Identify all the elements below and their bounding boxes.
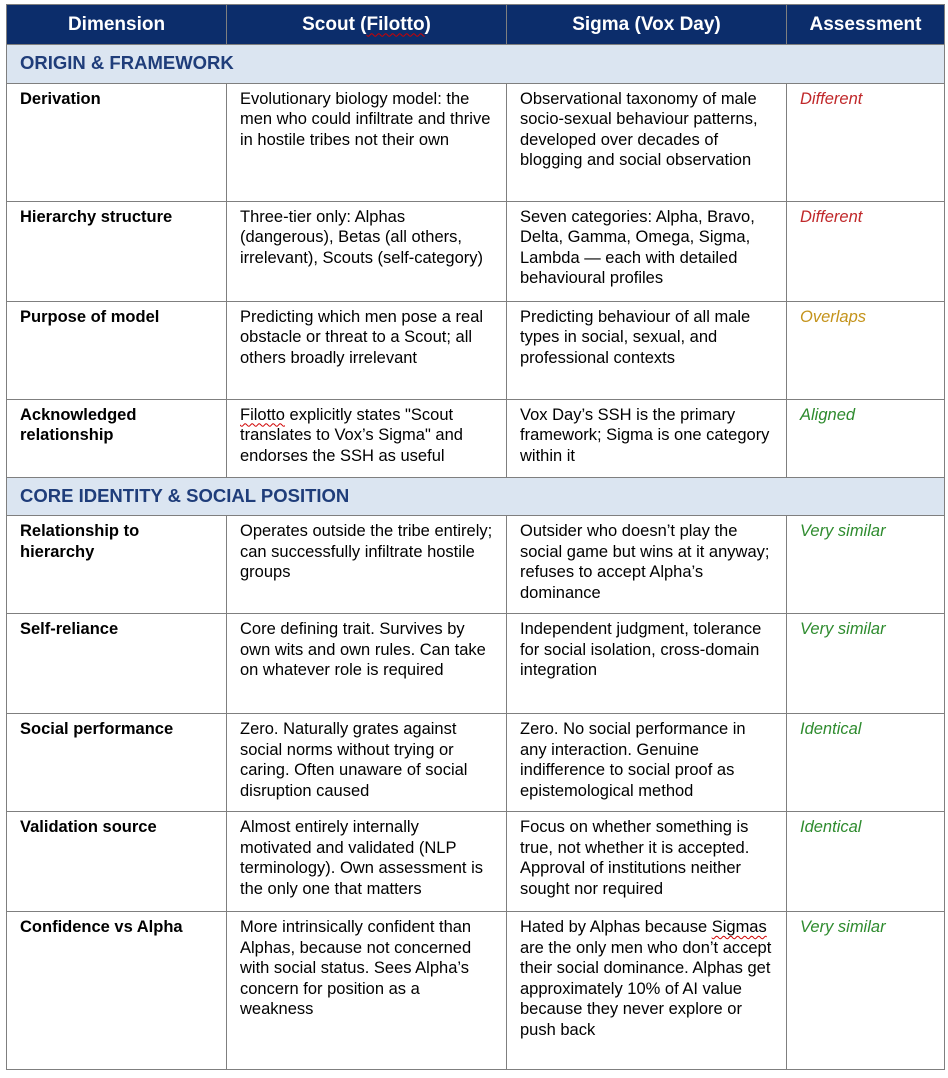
sigma-cell: Seven categories: Alpha, Bravo, Delta, Gamma, Omega, Sigma, Lambda — each with detailed behavioural profiles	[507, 201, 787, 301]
dimension-cell: Confidence vs Alpha	[7, 912, 227, 1070]
table-row	[7, 714, 945, 812]
dimension-cell: Social performance	[7, 714, 227, 812]
sigma-cell-prefix: Hated by Alphas because	[520, 918, 712, 936]
table-row	[7, 516, 945, 614]
header-assessment: Assessment	[787, 5, 945, 45]
dimension-cell: Acknowledged relationship	[7, 399, 227, 477]
header-scout-suffix: )	[424, 13, 431, 35]
assessment-cell: Aligned	[787, 399, 945, 477]
scout-name-word: Filotto	[240, 405, 285, 424]
table-row	[7, 812, 945, 912]
scout-cell: Almost entirely internally motivated and validated (NLP terminology). Own assessment is the only one that matters	[227, 812, 507, 912]
header-row	[7, 5, 945, 45]
scout-cell	[227, 399, 507, 477]
dimension-cell: Validation source	[7, 812, 227, 912]
table-row	[7, 83, 945, 201]
header-scout-name: Filotto	[366, 13, 425, 35]
dimension-cell: Derivation	[7, 83, 227, 201]
scout-cell-text: explicitly states "Scout translates to Vox’s Sigma" and endorses the SSH as useful	[240, 405, 463, 465]
sigma-cell: Zero. No social performance in any interaction. Genuine indifference to social proof as epistemological method	[507, 714, 787, 812]
sigma-cell: Outsider who doesn’t play the social game but wins at it anyway; refuses to accept Alpha’s dominance	[507, 516, 787, 614]
scout-cell: Three-tier only: Alphas (dangerous), Betas (all others, irrelevant), Scouts (self-category)	[227, 201, 507, 301]
assessment-cell: Identical	[787, 812, 945, 912]
sigma-cell: Independent judgment, tolerance for social isolation, cross-domain integration	[507, 614, 787, 714]
sigma-cell: Vox Day’s SSH is the primary framework; Sigma is one category within it	[507, 399, 787, 477]
assessment-cell: Different	[787, 83, 945, 201]
scout-cell: Predicting which men pose a real obstacle or threat to a Scout; all others broadly irrelevant	[227, 301, 507, 399]
header-dimension: Dimension	[7, 5, 227, 45]
sigma-cell: Focus on whether something is true, not whether it is accepted. Approval of institutions neither sought nor required	[507, 812, 787, 912]
comparison-table	[6, 4, 945, 1070]
sigma-cell: Predicting behaviour of all male types in social, sexual, and professional contexts	[507, 301, 787, 399]
header-scout	[227, 5, 507, 45]
table-row	[7, 912, 945, 1070]
section-row	[7, 45, 945, 84]
assessment-cell: Different	[787, 201, 945, 301]
section-row	[7, 477, 945, 516]
section-title: CORE IDENTITY & SOCIAL POSITION	[7, 477, 945, 516]
scout-cell: Operates outside the tribe entirely; can successfully infiltrate hostile groups	[227, 516, 507, 614]
table-row	[7, 399, 945, 477]
assessment-cell: Very similar	[787, 614, 945, 714]
assessment-cell: Overlaps	[787, 301, 945, 399]
dimension-cell: Purpose of model	[7, 301, 227, 399]
header-sigma: Sigma (Vox Day)	[507, 5, 787, 45]
scout-cell: Zero. Naturally grates against social norms without trying or caring. Often unaware of social disruption caused	[227, 714, 507, 812]
scout-cell: Core defining trait. Survives by own wits and own rules. Can take on whatever role is required	[227, 614, 507, 714]
dimension-cell: Relationship to hierarchy	[7, 516, 227, 614]
scout-cell: More intrinsically confident than Alphas, because not concerned with social status. Sees Alpha’s concern for position as a weakness	[227, 912, 507, 1070]
assessment-cell: Very similar	[787, 516, 945, 614]
sigma-cell-text: are the only men who don’t accept their social dominance. Alphas get approximately 10% of AI value because they never explore or push back	[520, 938, 772, 1039]
dimension-cell: Hierarchy structure	[7, 201, 227, 301]
table-row	[7, 301, 945, 399]
assessment-cell: Identical	[787, 714, 945, 812]
table-row	[7, 201, 945, 301]
sigma-cell	[507, 912, 787, 1070]
sigmas-word: Sigmas	[711, 918, 767, 936]
table-row	[7, 614, 945, 714]
assessment-cell: Very similar	[787, 912, 945, 1070]
header-scout-prefix: Scout (	[302, 13, 367, 35]
section-title: ORIGIN & FRAMEWORK	[7, 45, 945, 84]
sigma-cell: Observational taxonomy of male socio-sexual behaviour patterns, developed over decades of blogging and social observation	[507, 83, 787, 201]
dimension-cell: Self-reliance	[7, 614, 227, 714]
scout-cell: Evolutionary biology model: the men who could infiltrate and thrive in hostile tribes not their own	[227, 83, 507, 201]
